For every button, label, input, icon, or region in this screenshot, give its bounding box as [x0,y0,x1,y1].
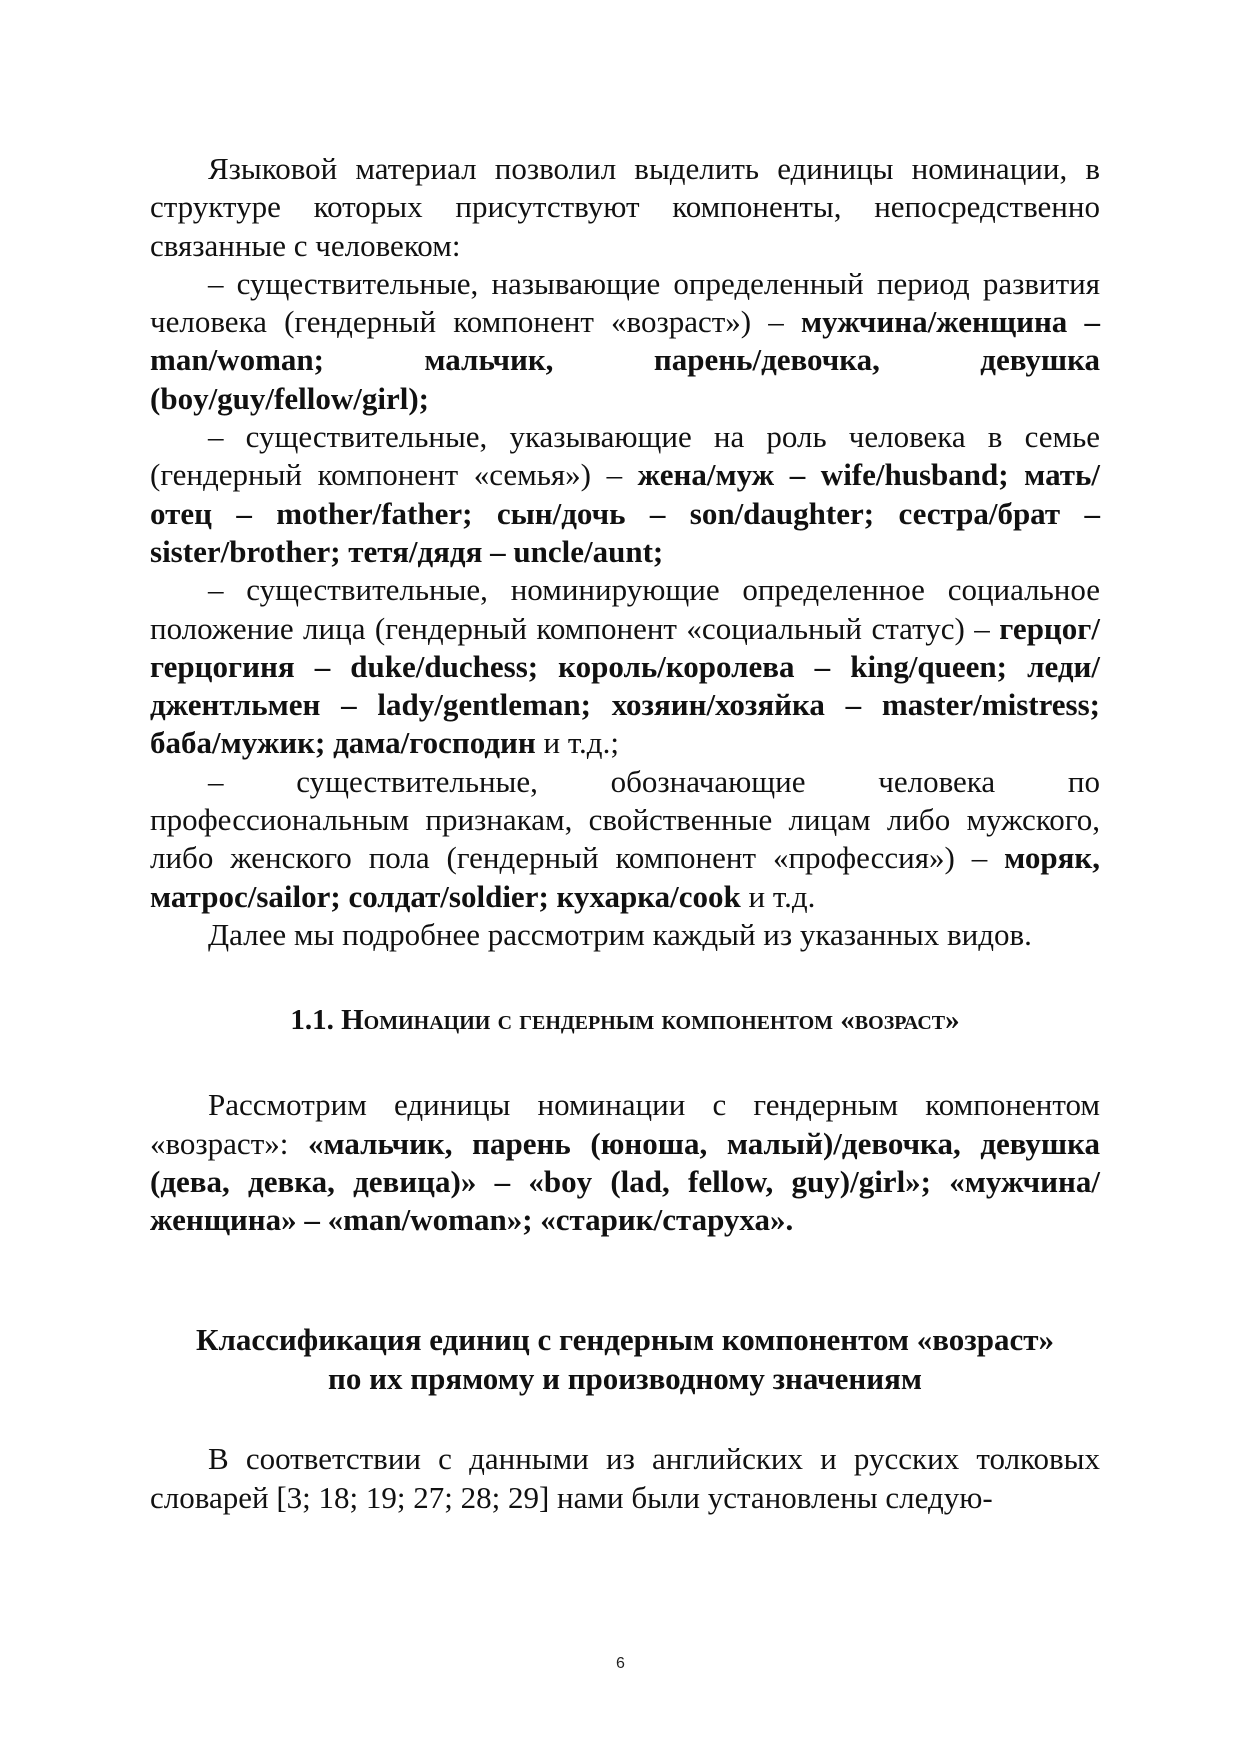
intro-paragraph: Языковой материал позволил выделить единицы номинации, в структуре которых присутствуют компоненты, непосредственно связанные с человеком: [150,151,1100,263]
list-item-examples: герцог/герцогиня – duke/duchess; король/королева – king/queen; леди/джентльмен – lady/gentleman; хозяин/хозяйка – master/mistress; баба/мужик; дама/господин [150,610,1100,761]
subsection-heading [150,1321,1100,1398]
list-item-lead: – существительные, обозначающие человека по профессиональным признакам, свойственные лицам либо мужского, либо женского пола (гендерный компонент «профессия») – [150,763,1100,876]
document-page [150,150,1100,1517]
list-item-family [150,418,1100,571]
list-item-profession [150,763,1100,916]
section-paragraph-examples: «мальчик, парень (юноша, малый)/девочка, девушка (дева, девка, девица)» – «boy (lad, fellow, guy)/girl»; «мужчина/женщина» – «man/woman»; «старик/старуха». [150,1125,1100,1238]
closing-paragraph: Далее мы подробнее рассмотрим каждый из указанных видов. [208,916,1032,952]
section-paragraph-lead: Рассмотрим единицы номинации с гендерным компонентом «возраст»: [150,1087,1100,1161]
list-item-age [150,265,1100,418]
list-item-lead: – существительные, номинирующие определенное социальное положение лица (гендерный компонент «социальный статус) – [150,572,1100,646]
section-paragraph [150,1086,1100,1239]
section-heading: 1.1. Номинации с гендерным компонентом «возраст» [290,1004,960,1037]
page-number: 6 [616,1655,625,1672]
list-item-lead: – существительные, называющие определенный период развития человека (гендерный компонент «возраст») – [150,265,1100,340]
list-item-lead: – существительные, указывающие на роль человека в семье (гендерный компонент «семья») – [150,419,1100,493]
list-item-examples: мужчина/женщина – man/woman; мальчик, парень/девочка, девушка (boy/guy/fellow/girl); [150,304,1100,416]
subsection-heading-line1: Классификация единиц с гендерным компонентом «возраст» [196,1322,1054,1358]
list-item-examples: жена/муж – wife/husband; мать/отец – mother/father; сын/дочь – son/daughter; сестра/брат – sister/brother; тетя/дядя – uncle/aunt; [150,457,1100,569]
list-item-examples: моряк, матрос/sailor; солдат/soldier; кухарка/cook [150,840,1100,914]
list-item-tail: и т.д. [740,878,816,914]
subsection-heading-line2: по их прямому и производному значениям [328,1360,922,1396]
final-paragraph: В соответствии с данными из английских и русских толковых словарей [3; 18; 19; 27; 28; 29] нами были установлены следую- [150,1441,1100,1515]
list-item-tail: и т.д.; [535,725,619,761]
list-item-social-status [150,571,1100,762]
